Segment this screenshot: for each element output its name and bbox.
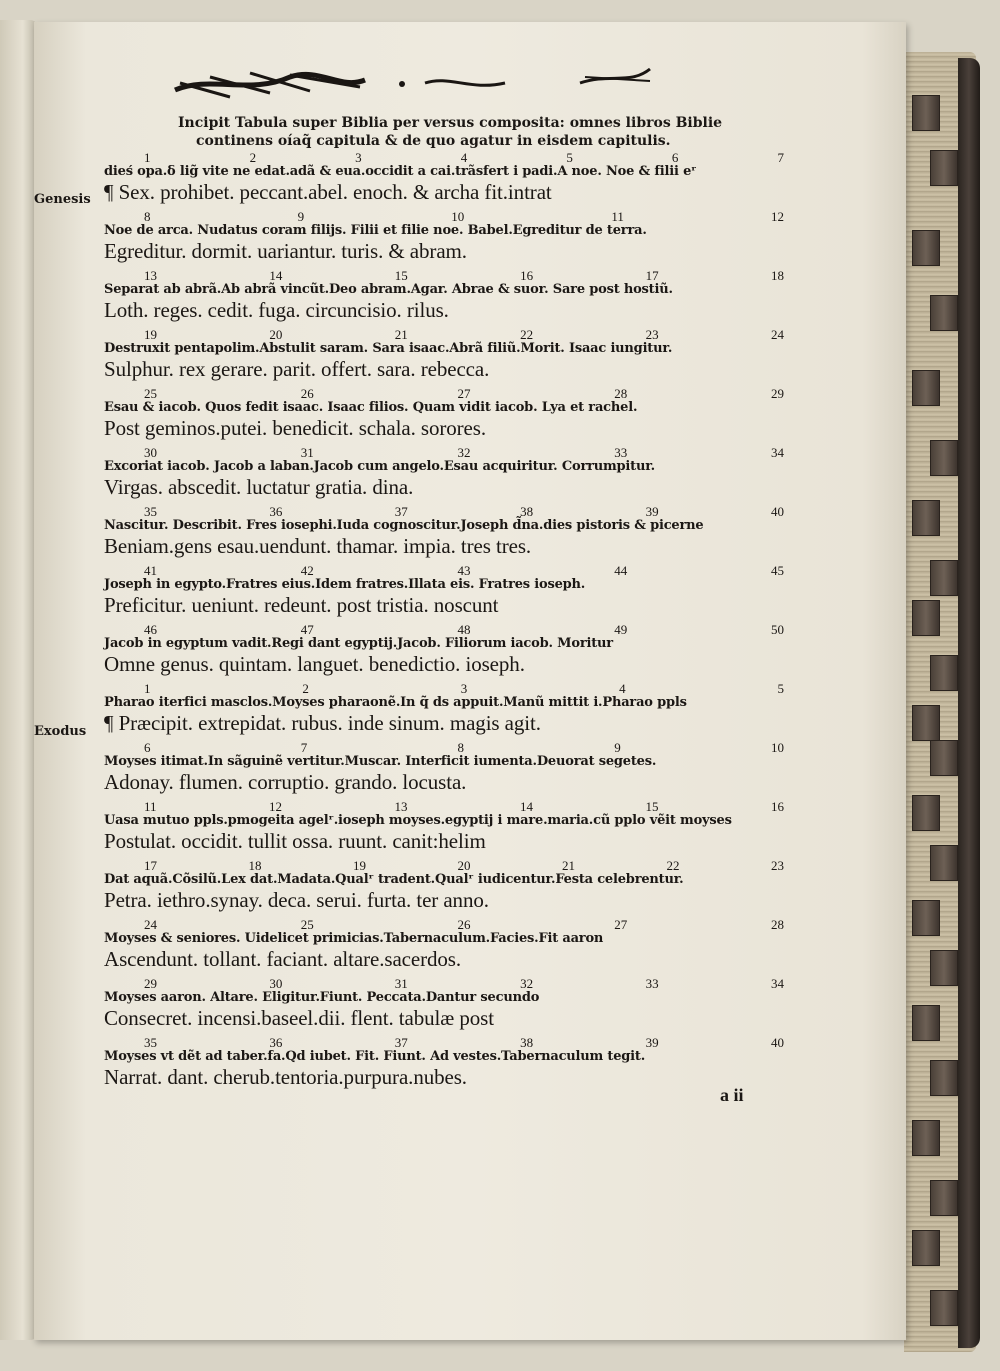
verse-number: 16	[520, 268, 534, 283]
blackletter-line: Moyses aaron. Altare. Eligitur.Fiunt. Peccata.Dantur secundo	[104, 990, 540, 1005]
verse-number: 48	[457, 622, 471, 637]
verse-number: 4	[619, 681, 626, 696]
verse-number: 11	[144, 799, 157, 814]
verse-number: 8	[457, 740, 464, 755]
verse-number: 36	[269, 1035, 283, 1050]
verse-number: 37	[394, 1035, 408, 1050]
index-tab	[930, 1180, 958, 1216]
verse-number: 10	[771, 740, 784, 755]
ink-crossout	[170, 55, 670, 105]
verse-number: 49	[614, 622, 628, 637]
verse-number: 1	[144, 681, 151, 696]
roman-verse-line: Virgas. abscedit. luctatur gratia. dina.	[104, 475, 414, 499]
verse-number: 27	[614, 917, 628, 932]
verse-number: 5	[566, 150, 573, 165]
verse-number: 6	[144, 740, 151, 755]
blackletter-line: Noe de arca. Nudatus coram filijs. Filii et filie noe. Babel.Egreditur de terra.	[104, 223, 647, 238]
verse-number: 3	[355, 150, 362, 165]
roman-verse-line: Consecret. incensi.baseel.dii. flent. tabulæ post	[104, 1006, 494, 1030]
verse-number: 32	[520, 976, 534, 991]
roman-verse-line: Ascendunt. tollant. faciant. altare.sacerdos.	[104, 947, 462, 971]
verse-number: 45	[771, 563, 784, 578]
verse-number: 17	[144, 858, 157, 873]
verse-number: 50	[771, 622, 784, 637]
verse-number: 34	[771, 445, 784, 460]
verse-number: 24	[144, 917, 157, 932]
roman-verse-line: ¶ Sex. prohibet. peccant.abel. enoch. & archa fit.intrat	[104, 180, 552, 204]
index-tab	[930, 440, 958, 476]
roman-verse-line: Egreditur. dormit. uariantur. turis. & abram.	[104, 239, 467, 263]
verse-number: 7	[777, 150, 784, 165]
facing-page-edge	[0, 20, 38, 1340]
blackletter-line: Jacob in egyptum vadit.Regi dant egyptij.Jacob. Filiorum iacob. Moritur	[104, 636, 613, 651]
verse-number: 14	[519, 799, 533, 814]
index-tab	[912, 370, 940, 406]
index-tab	[930, 1060, 958, 1096]
blackletter-line: Dat aquã.Cõsilũ.Lex dat.Madata.Qualʳ tradent.Qualʳ iudicentur.Festa celebrentur.	[104, 872, 684, 887]
verse-number: 9	[297, 209, 305, 224]
verse-number: 40	[770, 504, 784, 519]
blackletter-line: Moyses vt dẽt ad taber.fa.Qd iubet. Fit. Fiunt. Ad vestes.Tabernaculum tegit.	[104, 1049, 646, 1064]
verse-number: 27	[457, 386, 471, 401]
verse-number: 20	[269, 327, 283, 342]
index-tab	[912, 1005, 940, 1041]
blackletter-line: Moyses itimat.In sãguinẽ vertitur.Muscar. Interficit iumenta.Deuorat segetes.	[104, 754, 657, 769]
roman-verse-line: Beniam.gens esau.uendunt. thamar. impia. tres tres.	[104, 534, 532, 558]
roman-verse-line: Narrat. dant. cherub.tentoria.purpura.nubes.	[104, 1065, 467, 1089]
verse-number: 33	[614, 445, 628, 460]
verse-number: 38	[520, 504, 534, 519]
roman-verse-line: ¶ Præcipit. extrepidat. rubus. inde sinum. magis agit.	[104, 711, 541, 735]
verse-number: 34	[770, 976, 784, 991]
verse-number: 9	[614, 740, 621, 755]
verse-number: 5	[777, 681, 784, 696]
verse-number: 12	[269, 799, 283, 814]
verse-number: 24	[770, 327, 784, 342]
verse-number: 10	[451, 209, 465, 224]
blackletter-line: Moyses & seniores. Uidelicet primicias.Tabernaculum.Facies.Fit aaron	[104, 931, 604, 946]
verse-number: 33	[645, 976, 659, 991]
verse-number: 1	[144, 150, 151, 165]
verse-number: 26	[457, 917, 471, 932]
verse-number: 15	[645, 799, 659, 814]
verse-number: 19	[353, 858, 366, 873]
index-tab	[930, 295, 958, 331]
verse-number: 16	[770, 799, 784, 814]
header-line-1: Incipit Tabula super Biblia per versus composita: omnes libros Biblie	[178, 115, 723, 131]
verse-number: 44	[614, 563, 628, 578]
blackletter-line: dieś opa.δ lig̃ vite ne edat.adã & eua.occidit a cai.trãsfert i padi.A noe. Noe & filii eʳ	[104, 164, 697, 179]
verse-number: 20	[457, 858, 471, 873]
verse-number: 12	[770, 209, 784, 224]
verse-number: 17	[645, 268, 659, 283]
blackletter-line: Nascitur. Describit. Fres iosephi.Iuda cognoscitur.Joseph d̃na.dies pistoris & picerne	[104, 518, 704, 533]
roman-verse-line: Petra. iethro.synay. deca. serui. furta. ter anno.	[104, 888, 489, 912]
roman-verse-line: Post geminos.putei. benedicit. schala. sorores.	[104, 416, 486, 440]
signature-mark: a ii	[720, 1085, 744, 1105]
verse-number: 8	[144, 209, 151, 224]
index-tab	[912, 600, 940, 636]
roman-verse-line: Omne genus. quintam. languet. benedictio. ioseph.	[104, 652, 525, 676]
sidenote-exodus: Exodus	[34, 724, 87, 739]
verse-number: 15	[394, 268, 408, 283]
verse-number: 42	[300, 563, 314, 578]
blackletter-line: Pharao iterfici masclos.Moyses pharaonẽ.In q̃ ds appuit.Manũ mittit i.Pharao ppls	[104, 695, 687, 710]
verse-number: 30	[269, 976, 283, 991]
verse-number: 41	[144, 563, 157, 578]
roman-verse-line: Sulphur. rex gerare. parit. offert. sara. rebecca.	[104, 357, 490, 381]
index-tab	[930, 950, 958, 986]
verse-number: 35	[144, 504, 157, 519]
verse-number: 25	[300, 917, 314, 932]
index-tab	[930, 150, 958, 186]
verse-number: 19	[144, 327, 157, 342]
index-tab	[912, 795, 940, 831]
index-tab	[912, 900, 940, 936]
verse-number: 47	[300, 622, 314, 637]
verse-number: 13	[144, 268, 157, 283]
roman-verse-line: Adonay. flumen. corruptio. grando. locusta.	[104, 770, 467, 794]
verse-number: 40	[770, 1035, 784, 1050]
blackletter-line: Separat ab abrã.Ab abrã vincũt.Deo abram.Agar. Abrae & suor. Sare post hostiũ.	[104, 282, 673, 297]
verse-number: 29	[144, 976, 157, 991]
index-tab	[912, 230, 940, 266]
header-line-2: continens oíaq̃ capitula & de quo agatur in eisdem capitulis.	[196, 133, 671, 149]
blackletter-line: Uasa mutuo ppls.pmogeita agelʳ.ioseph moyses.egyptij i mare.maria.cũ pplo vẽit moyses	[104, 813, 732, 828]
verse-number: 2	[249, 150, 257, 165]
verse-number: 43	[457, 563, 471, 578]
roman-verse-line: Preficitur. ueniunt. redeunt. post tristia. noscunt	[104, 593, 499, 617]
blackletter-line: Destruxit pentapolim.Abstulit saram. Sara isaac.Abrã filiũ.Morit. Isaac iungitur.	[104, 341, 673, 356]
verse-number: 22	[520, 327, 534, 342]
verse-number: 11	[611, 209, 624, 224]
blackletter-line: Joseph in egypto.Fratres eius.Idem fratres.Illata eis. Fratres ioseph.	[104, 577, 586, 592]
verse-number: 7	[300, 740, 308, 755]
verse-number: 31	[394, 976, 408, 991]
verse-number: 21	[394, 327, 408, 342]
verse-number: 22	[666, 858, 680, 873]
index-tab	[912, 95, 940, 131]
index-tab	[912, 500, 940, 536]
verse-number: 18	[248, 858, 262, 873]
index-tab	[930, 655, 958, 691]
roman-verse-line: Postulat. occidit. tullit ossa. ruunt. canit:helim	[104, 829, 486, 853]
verse-number: 23	[771, 858, 784, 873]
verse-number: 3	[460, 681, 468, 696]
verse-number: 39	[645, 504, 659, 519]
verse-number: 21	[562, 858, 575, 873]
verse-number: 30	[144, 445, 157, 460]
roman-verse-line: Loth. reges. cedit. fuga. circuncisio. rilus.	[104, 298, 449, 322]
index-tab	[930, 1290, 958, 1326]
verse-number: 6	[671, 150, 679, 165]
verse-number: 38	[520, 1035, 534, 1050]
verse-number: 28	[614, 386, 628, 401]
verse-number: 31	[300, 445, 314, 460]
index-tab	[912, 1230, 940, 1266]
verse-number: 36	[269, 504, 283, 519]
verse-number: 14	[269, 268, 283, 283]
verse-number: 2	[302, 681, 309, 696]
verse-number: 13	[394, 799, 408, 814]
verse-number: 35	[144, 1035, 157, 1050]
index-tab	[930, 560, 958, 596]
verse-number: 18	[770, 268, 784, 283]
sidenote-genesis: Genesis	[34, 192, 91, 207]
book-binding	[958, 58, 980, 1348]
index-tab	[912, 1120, 940, 1156]
verse-number: 29	[771, 386, 784, 401]
verse-number: 32	[457, 445, 471, 460]
verse-number: 26	[300, 386, 314, 401]
blackletter-line: Esau & iacob. Quos fedit isaac. Isaac filios. Quam vidit iacob. Lya et rachel.	[104, 400, 638, 415]
verse-number: 28	[771, 917, 784, 932]
index-tab	[930, 845, 958, 881]
verse-number: 23	[645, 327, 659, 342]
index-tab	[912, 705, 940, 741]
blackletter-line: Excoriat iacob. Jacob a laban.Jacob cum angelo.Esau acquiritur. Corrumpitur.	[104, 459, 656, 474]
verse-number: 25	[144, 386, 157, 401]
verse-number: 37	[394, 504, 408, 519]
index-tab	[930, 740, 958, 776]
verse-number: 39	[645, 1035, 659, 1050]
verse-number: 4	[460, 150, 468, 165]
verse-number: 46	[144, 622, 157, 637]
